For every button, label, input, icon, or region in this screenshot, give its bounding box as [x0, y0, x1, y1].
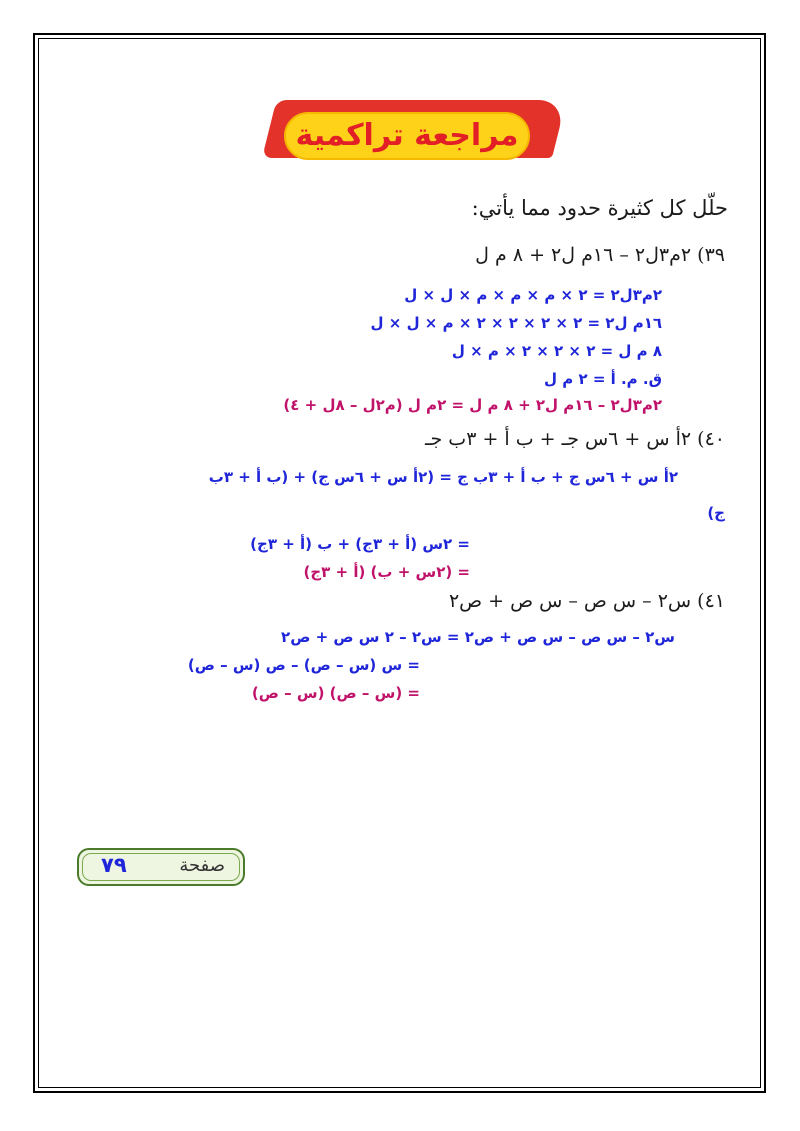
instruction-text: حلّل كل كثيرة حدود مما يأتي:	[471, 196, 728, 220]
problem-39-step-1: ٢م٣ل٢ = ٢ × م × م × م × ل × ل	[404, 286, 662, 304]
problem-39-step-4: ق. م. أ = ٢ م ل	[543, 370, 662, 388]
problem-41-heading: ٤١) س٢ – س ص – س ص + ص٢	[448, 590, 725, 612]
page-title: مراجعة تراكمية	[295, 118, 519, 153]
problem-39-result: ٢م٣ل٢ – ١٦م ل٢ + ٨ م ل = ٢م ل (م٢ل – ٨ل + ٤)	[283, 396, 662, 414]
problem-41-step-1: س٢ – س ص – س ص + ص٢ = س٢ – ٢ س ص + ص٢	[281, 628, 675, 646]
problem-40-heading: ٤٠) ٢أ س + ٦س جـ + ب أ + ٣ب جـ	[424, 428, 725, 450]
title-banner	[262, 100, 552, 166]
problem-40-step-3: = ٢س (أ + ٣ج) + ب (أ + ٣ج)	[250, 535, 470, 553]
page-number: ٧٩	[101, 853, 127, 877]
page-number-badge	[77, 848, 245, 886]
problem-39-step-3: ٨ م ل = ٢ × ٢ × ٢ × م × ل	[451, 342, 662, 360]
problem-41-result: = (س – ص) (س – ص)	[251, 684, 420, 702]
problem-40-step-2: ج)	[707, 504, 725, 522]
problem-41-step-2: = س (س – ص) – ص (س – ص)	[187, 656, 420, 674]
problem-40-result: = (٢س + ب) (أ + ٣ج)	[303, 563, 470, 581]
problem-39-heading: ٣٩) ٢م٣ل٢ – ١٦م ل٢ + ٨ م ل	[475, 244, 725, 266]
page-label: صفحة	[179, 855, 225, 876]
problem-40-step-1: ٢أ س + ٦س ج + ب أ + ٣ب ج = (٢أ س + ٦س ج) + (ب أ + ٣ب	[208, 468, 678, 486]
problem-39-step-2: ١٦م ل٢ = ٢ × ٢ × ٢ × ٢ × م × ل × ل	[370, 314, 662, 332]
